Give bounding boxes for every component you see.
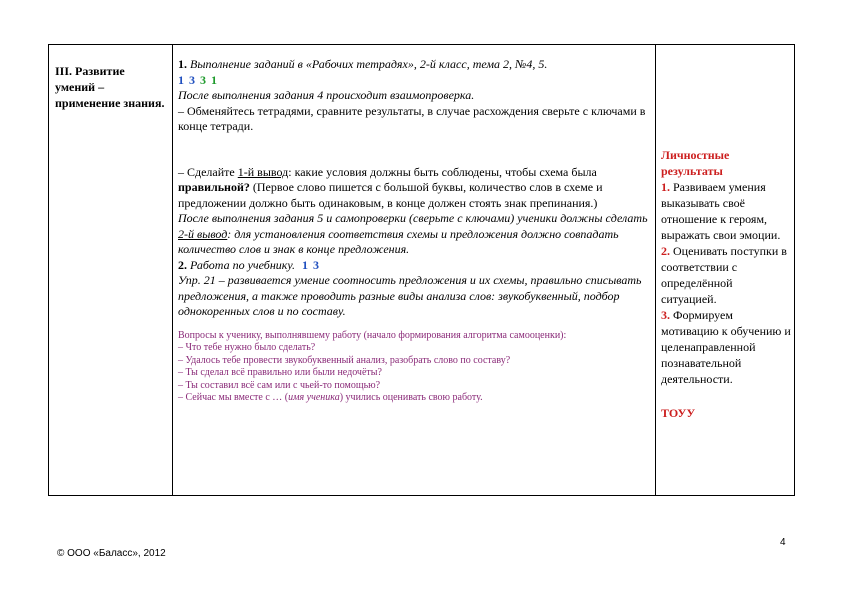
task2 [178, 258, 651, 274]
level-badge: 1 [211, 72, 217, 87]
task1-text: Выполнение заданий в «Рабочих тетрадях», 2-й класс, тема 2, №4, 5. [190, 57, 548, 71]
copyright: © ООО «Баласс», 2012 [57, 548, 166, 559]
task2-number: 2. [178, 257, 187, 272]
result-text: Оценивать поступки в соответствии с определённой ситуацией. [661, 244, 787, 306]
task2-levels [302, 258, 324, 272]
result-item-3 [661, 307, 791, 387]
question-2: – Удалось тебе провести звукобуквенный анализ, разобрать слово по составу? [178, 354, 511, 366]
stage-title: III. Развитие умений – применение знания. [55, 64, 165, 110]
task2-text: Работа по учебнику. [190, 257, 295, 272]
level-badge: 1 [301, 257, 308, 272]
result-item-1 [661, 179, 791, 243]
question-5-prefix: – Сейчас мы вместе с … ( [178, 392, 289, 403]
results-cell [656, 45, 794, 495]
level-badge: 3 [189, 72, 195, 87]
result-text: Формируем мотивацию к обучению и целенаправленной познавательной деятельности. [661, 308, 791, 386]
toyu-label: ТОУУ [661, 406, 696, 420]
question-4: – Ты составил всё сам или с чьей-то помощью? [178, 379, 381, 391]
after-task4: После выполнения задания 4 происходит взаимопроверка. [178, 88, 475, 102]
second-conclusion [178, 211, 651, 258]
first-conclusion-middle: : какие условия должны быть соблюдены, чтобы схема была [288, 164, 597, 179]
first-conclusion [178, 165, 651, 212]
content-cell [173, 45, 656, 495]
result-text: Развиваем умения выказывать своё отношение к героям, выражать свои эмоции. [661, 180, 781, 242]
second-conclusion-prefix: После выполнения задания 5 и самопроверки (сверьте с ключами) ученики должны сделать [178, 211, 648, 225]
task1-levels [178, 73, 651, 89]
level-badge: 3 [312, 257, 319, 272]
question-3: – Ты сделал всё правильно или были недочёты? [178, 367, 382, 378]
questions-intro: Вопросы к ученику, выполнявшему работу (начало формирования алгоритма самооценки): [178, 329, 567, 341]
result-number: 3. [661, 308, 670, 322]
level-badge: 3 [200, 72, 206, 87]
question-5 [178, 392, 651, 405]
exchange-instruction: – Обменяйтесь тетрадями, сравните результаты, в случае расхождения сверьте с ключами в конце тетради. [178, 103, 646, 133]
results-heading: Личностные результаты [661, 148, 730, 178]
task1 [178, 57, 651, 73]
first-conclusion-bold: правильной? [178, 180, 250, 194]
level-badge: 1 [178, 72, 184, 87]
exercise-21: Упр. 21 – развивается умение соотносить предложения и их схемы, правильно списывать предложения, а также проводить разные виды анализа слов: звукобуквенный, подбор однокоренных слов и по составу. [178, 273, 642, 318]
first-conclusion-label: 1-й вывод [237, 164, 289, 179]
first-conclusion-rest: (Первое слово пишется с большой буквы, количество слов в схеме и предложении должно быть одинаковым, в конце должен стоять знак препинания.) [178, 180, 603, 210]
self-assessment-questions [178, 330, 651, 405]
question-1: – Что тебе нужно было сделать? [178, 342, 316, 353]
result-number: 1. [661, 180, 670, 194]
second-conclusion-rest: : для установления соответствия схемы и предложения должно совпадать количество слов и знак в конце предложения. [178, 226, 619, 256]
question-5-rest: ) учились оценивать свою работу. [339, 392, 483, 403]
second-conclusion-label: 2-й вывод [178, 226, 228, 241]
result-number: 2. [661, 244, 670, 258]
page-number: 4 [780, 537, 786, 548]
lesson-table [48, 44, 795, 496]
stage-cell [49, 45, 173, 495]
result-item-2 [661, 243, 791, 307]
task1-number: 1. [178, 57, 187, 71]
question-5-name: имя ученика [288, 392, 340, 403]
first-conclusion-prefix: – Сделайте [178, 164, 238, 179]
